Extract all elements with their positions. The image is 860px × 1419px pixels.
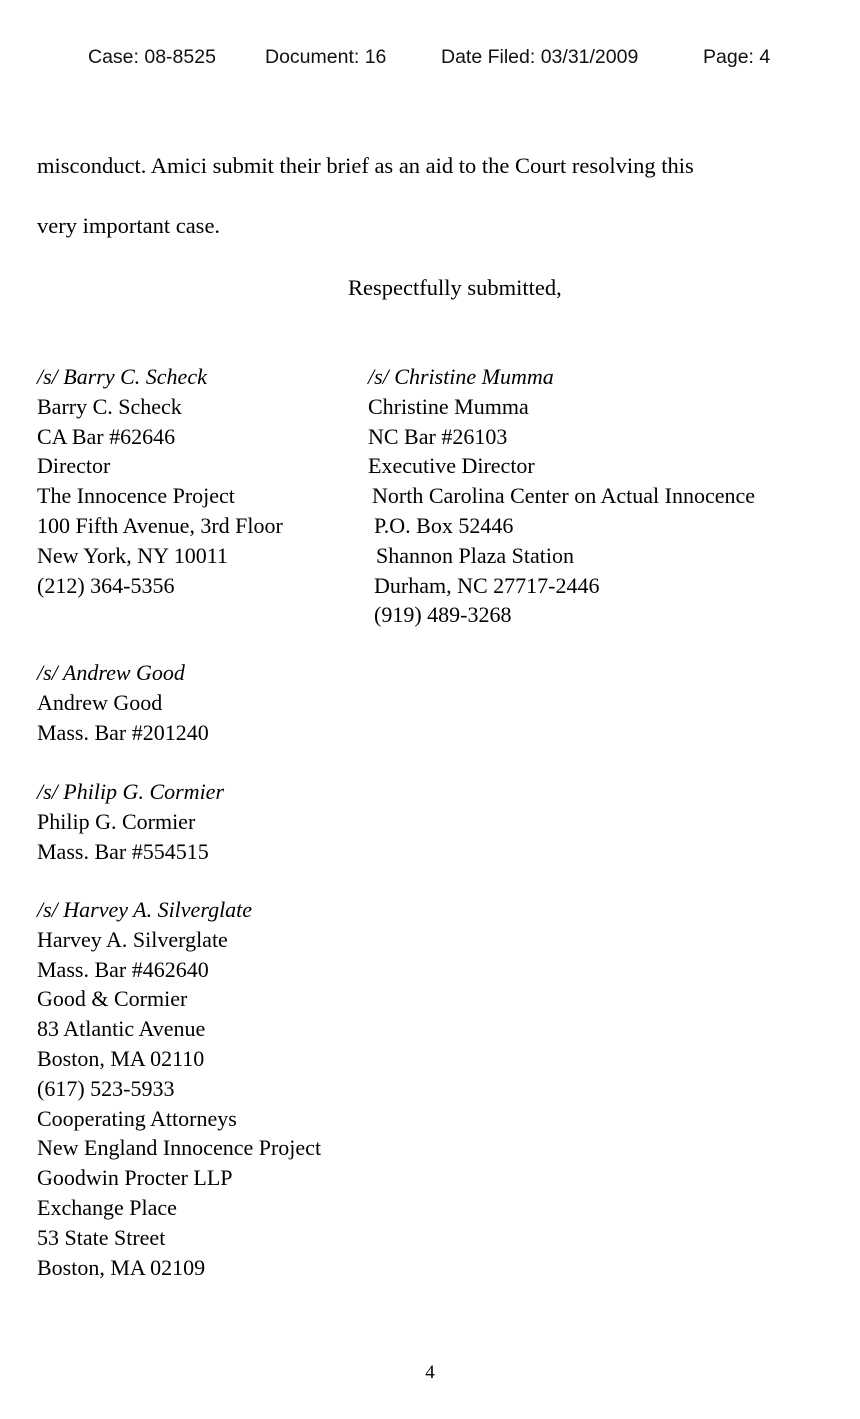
body-text-line-2: very important case. [37, 213, 221, 238]
signature-mumma: /s/ Christine Mumma [368, 364, 554, 389]
counsel-line: (212) 364-5356 [37, 572, 175, 598]
counsel-block-good [37, 658, 209, 747]
counsel-line: Andrew Good [37, 689, 163, 715]
case-number: Case: 08-8525 [88, 46, 216, 68]
counsel-line: 83 Atlantic Avenue [37, 1016, 206, 1042]
counsel-line: New England Innocence Project [37, 1135, 322, 1161]
counsel-line: Executive Director [368, 453, 535, 479]
counsel-line: Barry C. Scheck [37, 393, 182, 419]
body-text-line-1: misconduct. Amici submit their brief as an aid to the Court resolving this [37, 153, 694, 178]
counsel-line: Durham, NC 27717-2446 [374, 572, 600, 598]
counsel-line: Shannon Plaza Station [376, 542, 574, 568]
counsel-line: Director [37, 453, 111, 479]
counsel-line: 53 State Street [37, 1224, 166, 1250]
counsel-line: Mass. Bar #201240 [37, 719, 209, 745]
counsel-line: CA Bar #62646 [37, 423, 176, 449]
counsel-line: New York, NY 10011 [37, 542, 228, 568]
counsel-block-cormier [37, 777, 224, 866]
page-number: 4 [425, 1362, 435, 1383]
counsel-line: P.O. Box 52446 [374, 512, 514, 538]
counsel-line: Goodwin Procter LLP [37, 1165, 233, 1191]
counsel-line: The Innocence Project [37, 483, 235, 509]
counsel-line: Boston, MA 02110 [37, 1045, 205, 1071]
counsel-line: Mass. Bar #462640 [37, 956, 209, 982]
counsel-line: Boston, MA 02109 [37, 1254, 206, 1280]
document-number: Document: 16 [265, 46, 387, 68]
signature-silverglate: /s/ Harvey A. Silverglate [37, 897, 253, 922]
header-page: Page: 4 [703, 46, 771, 68]
signature-cormier: /s/ Philip G. Cormier [37, 779, 225, 804]
counsel-line: NC Bar #26103 [368, 423, 508, 449]
counsel-line: 100 Fifth Avenue, 3rd Floor [37, 512, 283, 538]
counsel-line: Philip G. Cormier [37, 808, 196, 834]
counsel-line: Harvey A. Silverglate [37, 926, 228, 952]
counsel-line: North Carolina Center on Actual Innocence [372, 483, 756, 509]
counsel-block-scheck [37, 362, 283, 600]
signature-scheck: /s/ Barry C. Scheck [37, 364, 207, 389]
filing-header [88, 46, 770, 69]
counsel-line: (919) 489-3268 [374, 602, 512, 628]
counsel-line: Good & Cormier [37, 986, 188, 1012]
closing-text: Respectfully submitted, [348, 275, 562, 300]
counsel-line: Cooperating Attorneys [37, 1105, 237, 1131]
counsel-block-silverglate [37, 895, 321, 1282]
counsel-line: Christine Mumma [368, 393, 529, 419]
date-filed: Date Filed: 03/31/2009 [441, 46, 639, 68]
signature-good: /s/ Andrew Good [37, 660, 185, 685]
counsel-line: Exchange Place [37, 1194, 177, 1220]
counsel-line: Mass. Bar #554515 [37, 838, 209, 864]
counsel-block-mumma [368, 362, 755, 630]
counsel-line: (617) 523-5933 [37, 1075, 175, 1101]
